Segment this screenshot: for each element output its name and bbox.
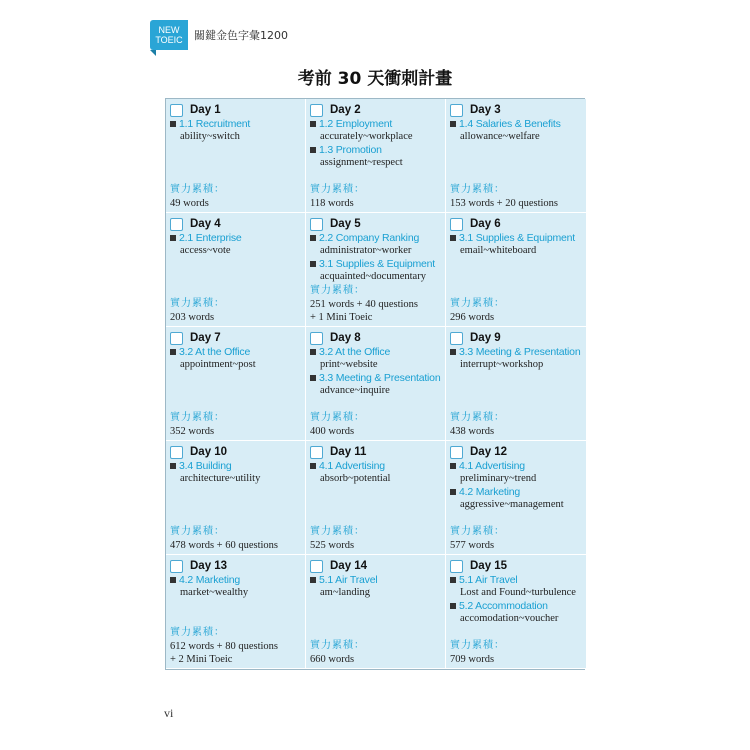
accumulated-total: 400 words (310, 426, 355, 437)
accumulated-total: 438 words (450, 426, 495, 437)
day-label: Day 14 (330, 560, 368, 572)
day-header (450, 102, 583, 118)
topic-row (310, 574, 442, 586)
accumulated-label: 實力累積： (450, 526, 505, 537)
accumulated-total: 251 words + 40 questions (310, 299, 419, 310)
square-bullet-icon (170, 349, 176, 355)
accumulated-label: 實力累積： (310, 184, 365, 195)
accumulated-label: 實力累積： (170, 184, 225, 195)
word-range: email~whiteboard (460, 245, 537, 256)
word-range: absorb~potential (320, 473, 391, 484)
day-header (450, 330, 583, 346)
word-range: print~website (320, 359, 378, 370)
day-header (310, 216, 442, 232)
day-header (450, 558, 583, 574)
topic-label: 4.2 Marketing (459, 486, 521, 498)
word-range: am~landing (320, 587, 371, 598)
day-checkbox[interactable] (450, 446, 463, 459)
accumulated-total: 118 words (310, 198, 354, 209)
day-header (310, 444, 442, 460)
topic-label: 3.3 Meeting & Presentation (459, 346, 581, 358)
accumulated-label: 實力累積： (310, 412, 365, 423)
topic-row (450, 460, 583, 472)
accumulated-total: 49 words (170, 198, 209, 209)
topic-label: 3.2 At the Office (179, 346, 251, 358)
day-checkbox[interactable] (310, 560, 323, 573)
day-checkbox[interactable] (310, 446, 323, 459)
accumulated-total: 577 words (450, 540, 495, 551)
topic-row (450, 232, 583, 244)
topic-label: 1.3 Promotion (319, 144, 382, 156)
word-range: allowance~welfare (460, 131, 540, 142)
topic-row (170, 346, 302, 358)
day-cell (166, 327, 306, 441)
day-label: Day 3 (470, 104, 501, 116)
square-bullet-icon (310, 261, 316, 267)
topic-label: 2.2 Company Ranking (319, 232, 420, 244)
topic-row (310, 118, 442, 130)
day-checkbox[interactable] (170, 104, 183, 117)
day-label: Day 6 (470, 218, 501, 230)
topic-row (310, 372, 442, 384)
square-bullet-icon (170, 235, 176, 241)
day-label: Day 15 (470, 560, 508, 572)
accumulated-label: 實力累積： (170, 412, 225, 423)
square-bullet-icon (310, 147, 316, 153)
topic-row (310, 346, 442, 358)
word-range: ability~switch (180, 131, 240, 142)
day-checkbox[interactable] (170, 218, 183, 231)
accumulated-total: 153 words + 20 questions (450, 198, 559, 209)
day-cell (446, 213, 586, 327)
day-header (310, 330, 442, 346)
badge-line2: TOEIC (155, 35, 183, 45)
topic-row (450, 600, 583, 612)
day-label: Day 9 (470, 332, 501, 344)
day-cell (306, 327, 446, 441)
day-checkbox[interactable] (310, 218, 323, 231)
square-bullet-icon (310, 235, 316, 241)
day-cell (446, 327, 586, 441)
topic-label: 4.2 Marketing (179, 574, 241, 586)
word-range: preliminary~trend (460, 473, 537, 484)
page-title: 考前 30 天衝刺計畫 (297, 69, 453, 89)
accumulated-label: 實力累積： (450, 184, 505, 195)
day-label: Day 10 (190, 446, 228, 458)
word-range: acquainted~documentary (320, 271, 426, 282)
accumulated-label: 實力累積： (170, 526, 225, 537)
square-bullet-icon (310, 375, 316, 381)
day-header (310, 558, 442, 574)
word-range: aggressive~management (460, 499, 564, 510)
word-range: accomodation~voucher (460, 613, 559, 624)
square-bullet-icon (310, 463, 316, 469)
day-header (450, 444, 583, 460)
word-range: accurately~workplace (320, 131, 413, 142)
topic-row (450, 118, 583, 130)
word-range: access~vote (180, 245, 231, 256)
accumulated-label: 實力累積： (310, 640, 365, 651)
day-checkbox[interactable] (310, 332, 323, 345)
word-range: Lost and Found~turbulence (460, 587, 576, 598)
day-checkbox[interactable] (170, 332, 183, 345)
topic-label: 1.1 Recruitment (179, 118, 251, 130)
day-cell (306, 555, 446, 669)
topic-row (310, 460, 442, 472)
day-cell (446, 555, 586, 669)
topic-label: 1.2 Employment (319, 118, 393, 130)
accumulated-total: 352 words (170, 426, 215, 437)
accumulated-total: 478 words + 60 questions (170, 540, 279, 551)
day-checkbox[interactable] (170, 560, 183, 573)
accumulated-total: 525 words (310, 540, 355, 551)
day-cell (166, 99, 306, 213)
topic-label: 3.1 Supplies & Equipment (459, 232, 576, 244)
square-bullet-icon (450, 349, 456, 355)
topic-label: 4.1 Advertising (459, 460, 525, 472)
day-label: Day 7 (190, 332, 221, 344)
day-cell (306, 99, 446, 213)
topic-label: 3.1 Supplies & Equipment (319, 258, 436, 270)
word-range: interrupt~workshop (460, 359, 544, 370)
day-label: Day 12 (470, 446, 508, 458)
day-header (170, 216, 302, 232)
day-cell (166, 555, 306, 669)
page-number: vi (164, 706, 174, 720)
day-header (170, 330, 302, 346)
day-header (170, 558, 302, 574)
topic-label: 3.2 At the Office (319, 346, 391, 358)
square-bullet-icon (310, 349, 316, 355)
topic-label: 5.1 Air Travel (319, 574, 378, 586)
accumulated-label: 實力累積： (170, 627, 225, 638)
topic-label: 5.1 Air Travel (459, 574, 518, 586)
accumulated-label: 實力累積： (450, 412, 505, 423)
day-cell (446, 99, 586, 213)
accumulated-total: 612 words + 80 questions (170, 641, 279, 652)
accumulated-total: 660 words (310, 654, 355, 665)
day-cell (446, 441, 586, 555)
day-label: Day 5 (330, 218, 361, 230)
day-cell (306, 441, 446, 555)
topic-row (170, 232, 302, 244)
book-title: 關鍵金色字彙1200 (194, 29, 288, 42)
square-bullet-icon (450, 121, 456, 127)
accumulated-label: 實力累積： (310, 285, 365, 296)
word-range: administrator~worker (320, 245, 412, 256)
topic-label: 3.3 Meeting & Presentation (319, 372, 441, 384)
day-checkbox[interactable] (310, 104, 323, 117)
topic-row (170, 460, 302, 472)
topic-row (450, 486, 583, 498)
topic-label: 5.2 Accommodation (459, 600, 548, 612)
day-checkbox[interactable] (450, 560, 463, 573)
accumulated-total: + 1 Mini Toeic (310, 312, 373, 323)
accumulated-label: 實力累積： (310, 526, 365, 537)
square-bullet-icon (450, 489, 456, 495)
book-header (150, 20, 288, 50)
day-label: Day 8 (330, 332, 361, 344)
square-bullet-icon (450, 463, 456, 469)
day-label: Day 1 (190, 104, 221, 116)
topic-row (170, 118, 302, 130)
day-checkbox[interactable] (450, 332, 463, 345)
word-range: assignment~respect (320, 157, 403, 168)
day-cell (306, 213, 446, 327)
day-cell (166, 441, 306, 555)
square-bullet-icon (170, 121, 176, 127)
badge-line1: NEW (158, 25, 180, 35)
accumulated-total: 709 words (450, 654, 495, 665)
word-range: advance~inquire (320, 385, 390, 396)
square-bullet-icon (170, 463, 176, 469)
topic-row (310, 144, 442, 156)
topic-row (450, 346, 583, 358)
word-range: architecture~utility (180, 473, 261, 484)
topic-label: 4.1 Advertising (319, 460, 385, 472)
accumulated-label: 實力累積： (450, 640, 505, 651)
day-label: Day 13 (190, 560, 228, 572)
day-label: Day 4 (190, 218, 221, 230)
square-bullet-icon (310, 577, 316, 583)
day-checkbox[interactable] (450, 104, 463, 117)
topic-label: 2.1 Enterprise (179, 232, 242, 244)
square-bullet-icon (450, 603, 456, 609)
topic-label: 3.4 Building (179, 460, 232, 472)
square-bullet-icon (310, 121, 316, 127)
new-toeic-badge (150, 20, 188, 50)
topic-row (310, 258, 442, 270)
day-label: Day 2 (330, 104, 361, 116)
accumulated-label: 實力累積： (450, 298, 505, 309)
word-range: market~wealthy (180, 587, 249, 598)
day-header (170, 444, 302, 460)
topic-label: 1.4 Salaries & Benefits (459, 118, 561, 130)
square-bullet-icon (170, 577, 176, 583)
day-label: Day 11 (330, 446, 367, 458)
accumulated-total: 203 words (170, 312, 215, 323)
day-header (450, 216, 583, 232)
accumulated-label: 實力累積： (170, 298, 225, 309)
square-bullet-icon (450, 577, 456, 583)
day-cell (166, 213, 306, 327)
day-header (310, 102, 442, 118)
topic-row (450, 574, 583, 586)
accumulated-total: + 2 Mini Toeic (170, 654, 233, 665)
topic-row (310, 232, 442, 244)
square-bullet-icon (450, 235, 456, 241)
day-checkbox[interactable] (170, 446, 183, 459)
accumulated-total: 296 words (450, 312, 495, 323)
day-header (170, 102, 302, 118)
topic-row (170, 574, 302, 586)
word-range: appointment~post (180, 359, 256, 370)
day-checkbox[interactable] (450, 218, 463, 231)
study-plan-table (165, 98, 585, 670)
